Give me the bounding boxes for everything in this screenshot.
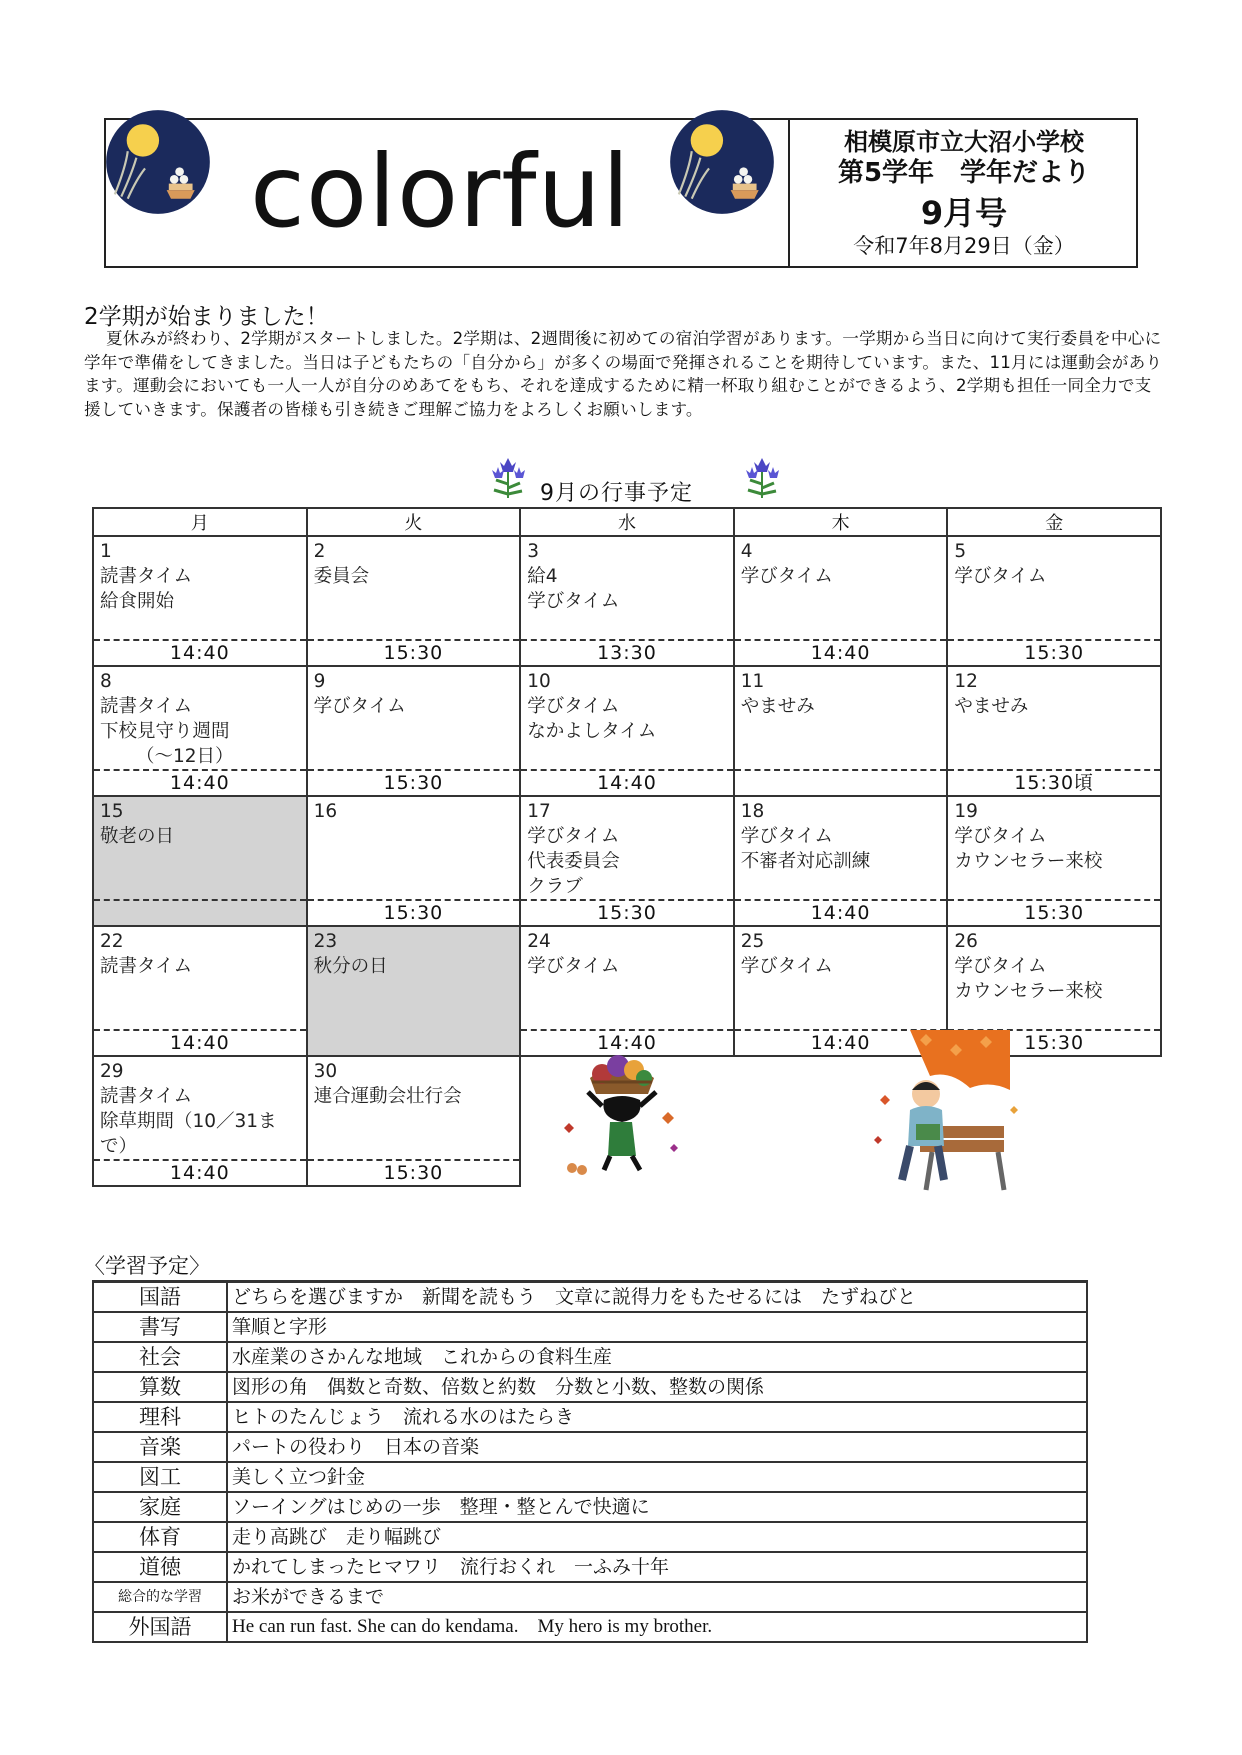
study-row [93,1282,1087,1313]
study-row [93,1612,1087,1642]
intro-heading: 2学期が始まりました！ [84,304,329,330]
dismissal-time: 15:30 [521,899,733,925]
subject-label: 理科 [93,1402,227,1432]
day-number: 17 [527,801,551,822]
dismissal-time: 14:40 [94,1029,306,1055]
day-number: 4 [740,541,753,562]
day-number: 22 [100,931,124,952]
calendar-day-cell [520,666,734,796]
day-number: 9 [313,671,326,692]
event-line: なかよしタイム [527,721,657,742]
day-number: 11 [740,671,765,692]
intro-body: 夏休みが終わり、2学期がスタートしました。2学期は、2週間後に初めての宿泊学習があります。一学期から当日に向けて実行委員を中心に学年で準備をしてきました。当日は子どもたちの「自分から」が多くの場面で発揮されることを期待しています。また、11月には運動会があります。運動会においても一人一人が自分のめあてをもち、それを達成するために精一杯取り組むことができるよう、2学期も担任一同全力で支援していきます。保護者の皆様も引き続きご理解ご協力をよろしくお願いします。 [84,329,1163,419]
calendar-header-row [93,508,1161,536]
subject-content: 美しく立つ針金 [227,1462,1087,1492]
subject-label: 算数 [93,1372,227,1402]
day-number: 19 [954,801,978,822]
event-line: 代表委員会 [527,851,620,872]
event-line: 学びタイム [954,956,1047,977]
subject-content: お米ができるまで [227,1582,1087,1612]
dismissal-time: 13:30 [521,639,733,665]
event-line: 読書タイム [100,696,193,717]
issue-date: 令和7年8月29日（金） [853,234,1075,258]
event-line: クラブ [527,876,583,897]
calendar-day-cell [947,536,1161,666]
dismissal-time: 15:30 [308,899,520,925]
calendar-day-cell-holiday [307,926,521,1056]
study-row [93,1432,1087,1462]
day-number: 8 [100,671,112,692]
day-number: 30 [313,1061,338,1082]
study-plan-table [92,1280,1088,1643]
event-line: 連合運動会壮行会 [313,1086,462,1107]
dismissal-time: 15:30 [948,899,1160,925]
study-row [93,1312,1087,1342]
event-line: 学びタイム [740,956,833,977]
event-line: 委員会 [313,566,370,587]
study-row [93,1492,1087,1522]
dismissal-time [94,899,306,925]
dismissal-time: 14:40 [735,899,947,925]
dismissal-time: 14:40 [94,769,306,795]
calendar-day-cell [947,796,1161,926]
calendar-day-cell [93,666,307,796]
event-line: カウンセラー来校 [954,851,1103,872]
event-line: 読書タイム [100,956,193,977]
dismissal-time: 14:40 [735,1029,947,1055]
dismissal-time: 15:30頃 [948,769,1160,795]
study-row [93,1372,1087,1402]
subject-content: 図形の角 偶数と奇数、倍数と約数 分数と小数、整数の関係 [227,1372,1087,1402]
subject-content: 水産業のさかんな地域 これからの食料生産 [227,1342,1087,1372]
event-line: 読書タイム [100,1086,193,1107]
event-line: カウンセラー来校 [954,981,1103,1002]
calendar-day-cell [520,536,734,666]
study-row [93,1402,1087,1432]
dismissal-time: 14:40 [94,1159,306,1185]
weekday-header: 月 [93,508,307,536]
moon-viewing-icon [668,108,776,216]
event-line: 除草期間（10／31ま [100,1111,277,1132]
event-line: （～12日） [136,746,234,767]
calendar-week [93,666,1161,796]
subject-content: ヒトのたんじょう 流れる水のはたらき [227,1402,1087,1432]
gentian-flower-icon [742,450,782,500]
event-line: 学びタイム [527,956,620,977]
dismissal-time: 15:30 [948,1029,1160,1055]
subject-label: 道徳 [93,1552,227,1582]
calendar-week [93,796,1161,926]
dismissal-time: 14:40 [521,1029,733,1055]
issue-label: 9月号 [920,194,1008,232]
event-line: やませみ [954,696,1029,717]
event-line: やませみ [740,696,815,717]
event-line: 学びタイム [954,566,1047,587]
subject-content: どちらを選びますか 新聞を読もう 文章に説得力をもたせるには たずねびと [227,1282,1087,1313]
calendar-day-cell [307,666,521,796]
weekday-header: 水 [520,508,734,536]
study-row [93,1522,1087,1552]
day-number: 25 [740,931,765,952]
subject-label: 家庭 [93,1492,227,1522]
subject-content: 筆順と字形 [227,1312,1087,1342]
event-line: 不審者対応訓練 [740,851,871,872]
subject-content: パートの役わり 日本の音楽 [227,1432,1087,1462]
weekday-header: 火 [307,508,521,536]
subject-label: 体育 [93,1522,227,1552]
harvest-basket-illustration [552,1048,692,1178]
dismissal-time: 15:30 [948,639,1160,665]
calendar-day-cell [93,926,307,1056]
day-number: 18 [740,801,765,822]
subject-content: He can run fast. She can do kendama. My hero is my brother. [227,1612,1087,1642]
calendar-day-cell [734,666,948,796]
event-line: 給4 [527,566,558,587]
calendar-day-cell [307,1056,521,1186]
day-number: 24 [527,931,551,952]
event-line: 敬老の日 [100,826,175,847]
subject-label: 書写 [93,1312,227,1342]
study-row [93,1462,1087,1492]
dismissal-time [735,769,947,795]
subject-label: 音楽 [93,1432,227,1462]
event-line: 学びタイム [740,566,833,587]
calendar-day-cell [307,536,521,666]
study-row [93,1342,1087,1372]
event-line: 読書タイム [100,566,193,587]
event-line: 秋分の日 [313,956,388,977]
calendar-week [93,536,1161,666]
dismissal-time: 15:30 [308,769,520,795]
event-line: 学びタイム [527,591,620,612]
day-number: 29 [100,1061,124,1082]
gentian-flower-icon [488,450,528,500]
dismissal-time: 14:40 [735,639,947,665]
calendar-day-cell [520,796,734,926]
dismissal-time: 14:40 [94,639,306,665]
school-name: 相模原市立大沼小学校 [844,128,1084,156]
dismissal-time: 15:30 [308,639,520,665]
event-line: 学びタイム [740,826,833,847]
event-line: 学びタイム [954,826,1047,847]
day-number: 2 [313,541,326,562]
calendar-day-cell [734,796,948,926]
day-number: 10 [527,671,551,692]
calendar-day-cell [734,536,948,666]
subject-label: 社会 [93,1342,227,1372]
calendar-day-cell [947,666,1161,796]
day-number: 1 [100,541,112,562]
event-line: 学びタイム [313,696,406,717]
weekday-header: 木 [734,508,948,536]
study-row [93,1552,1087,1582]
day-number: 12 [954,671,978,692]
subject-label: 総合的な学習 [93,1582,227,1612]
day-number: 15 [100,801,124,822]
dismissal-time: 14:40 [521,769,733,795]
calendar-day-cell [520,926,734,1056]
day-number: 16 [313,801,338,822]
calendar-day-cell-holiday [93,796,307,926]
study-plan-heading: 〈学習予定〉 [84,1254,210,1278]
subject-label: 図工 [93,1462,227,1492]
event-line: 学びタイム [527,826,620,847]
moon-viewing-icon [104,108,212,216]
subject-content: ソーイングはじめの一歩 整理・整とんで快適に [227,1492,1087,1522]
event-line: で） [100,1136,138,1157]
day-number: 26 [954,931,978,952]
calendar-day-cell [93,536,307,666]
event-line: 給食開始 [100,591,175,612]
calendar-day-cell [307,796,521,926]
event-line: 下校見守り週間 [100,721,230,742]
subject-content: 走り高跳び 走り幅跳び [227,1522,1087,1552]
day-number: 3 [527,541,539,562]
reading-boy-illustration [860,1030,1020,1210]
subject-label: 国語 [93,1282,227,1313]
study-row [93,1582,1087,1612]
calendar-title: 9月の行事予定 [540,481,693,506]
day-number: 23 [313,931,338,952]
calendar-day-cell [93,1056,307,1186]
day-number: 5 [954,541,967,562]
grade-newsletter-label: 第5学年 学年だより [837,158,1091,188]
weekday-header: 金 [947,508,1161,536]
subject-label: 外国語 [93,1612,227,1642]
event-line: 学びタイム [527,696,620,717]
dismissal-time: 15:30 [308,1159,520,1185]
newsletter-title: colorful [250,133,631,250]
subject-content: かれてしまったヒマワリ 流行おくれ 一ふみ十年 [227,1552,1087,1582]
